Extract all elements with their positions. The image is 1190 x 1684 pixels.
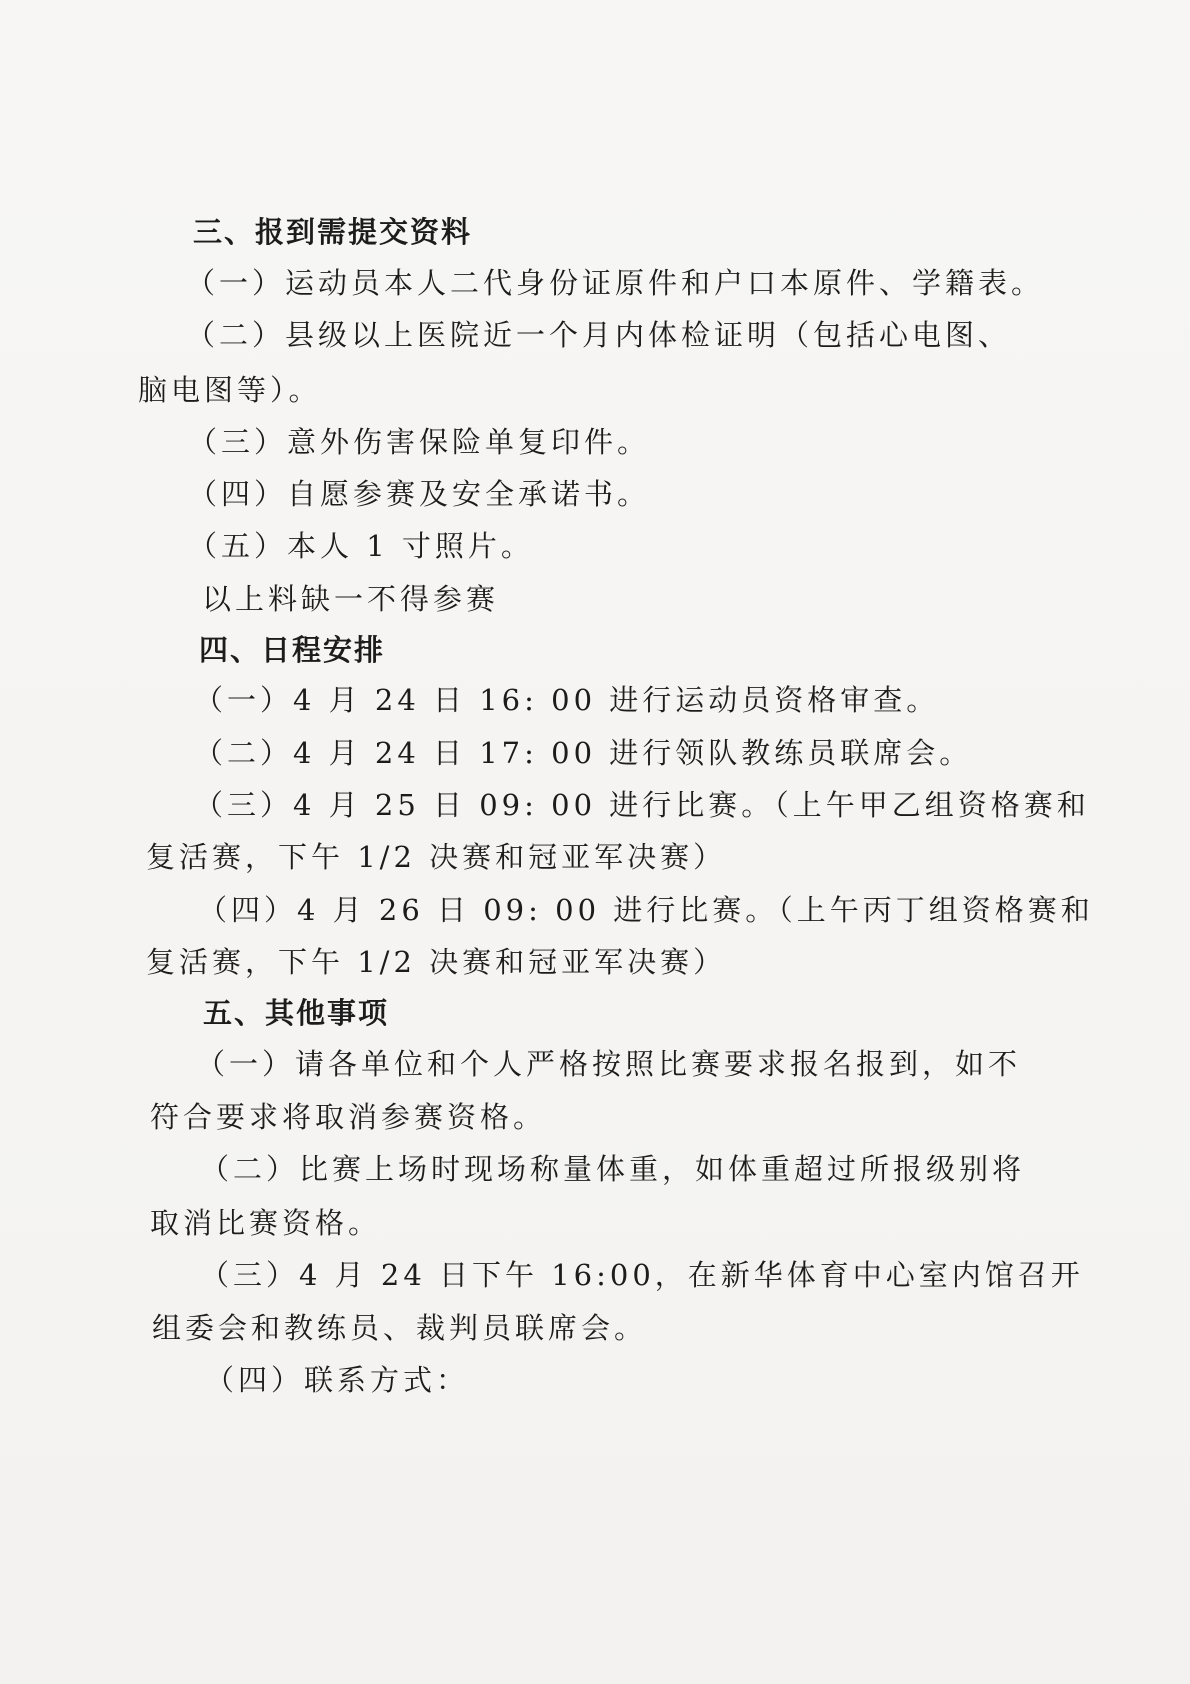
section-4-item-4: （四）4 月 26 日 09: 00 进行比赛。（上午丙丁组资格赛和 bbox=[198, 893, 1094, 927]
section-3-item-4: （四）自愿参赛及安全承诺书。 bbox=[188, 477, 651, 511]
section-3-item-5: （五）本人 1 寸照片。 bbox=[188, 529, 534, 563]
section-3-item-3: （三）意外伤害保险单复印件。 bbox=[188, 425, 651, 459]
section-3-note: 以上料缺一不得参赛 bbox=[202, 582, 500, 616]
section-4-item-3: （三）4 月 25 日 09: 00 进行比赛。（上午甲乙组资格赛和 bbox=[194, 788, 1090, 822]
section-3-item-1: （一）运动员本人二代身份证原件和户口本原件、学籍表。 bbox=[186, 266, 1045, 300]
section-5-item-1: （一）请各单位和个人严格按照比赛要求报名报到，如不 bbox=[196, 1047, 1022, 1081]
section-3-item-2-cont: 脑电图等）。 bbox=[138, 373, 322, 407]
section-5-heading: 五、其他事项 bbox=[203, 996, 390, 1030]
section-4-item-1: （一）4 月 24 日 16: 00 进行运动员资格审查。 bbox=[194, 683, 940, 717]
section-5-item-2-cont: 取消比赛资格。 bbox=[150, 1206, 382, 1240]
section-5-item-3-cont: 组委会和教练员、裁判员联席会。 bbox=[152, 1311, 648, 1345]
section-3-item-2: （二）县级以上医院近一个月内体检证明（包括心电图、 bbox=[186, 318, 1012, 352]
section-5-item-2: （二）比赛上场时现场称量体重，如体重超过所报级别将 bbox=[200, 1152, 1026, 1186]
section-4-item-4-cont: 复活赛，下午 1/2 决赛和冠亚军决赛） bbox=[146, 945, 727, 979]
section-5-item-4: （四）联系方式： bbox=[205, 1363, 470, 1397]
section-3-heading: 三、报到需提交资料 bbox=[193, 215, 473, 249]
section-4-item-2: （二）4 月 24 日 17: 00 进行领队教练员联席会。 bbox=[194, 736, 973, 770]
section-4-item-3-cont: 复活赛，下午 1/2 决赛和冠亚军决赛） bbox=[146, 840, 727, 874]
section-5-item-1-cont: 符合要求将取消参赛资格。 bbox=[150, 1100, 547, 1134]
section-4-heading: 四、日程安排 bbox=[199, 633, 386, 667]
section-5-item-3: （三）4 月 24 日下午 16:00，在新华体育中心室内馆召开 bbox=[200, 1258, 1084, 1292]
